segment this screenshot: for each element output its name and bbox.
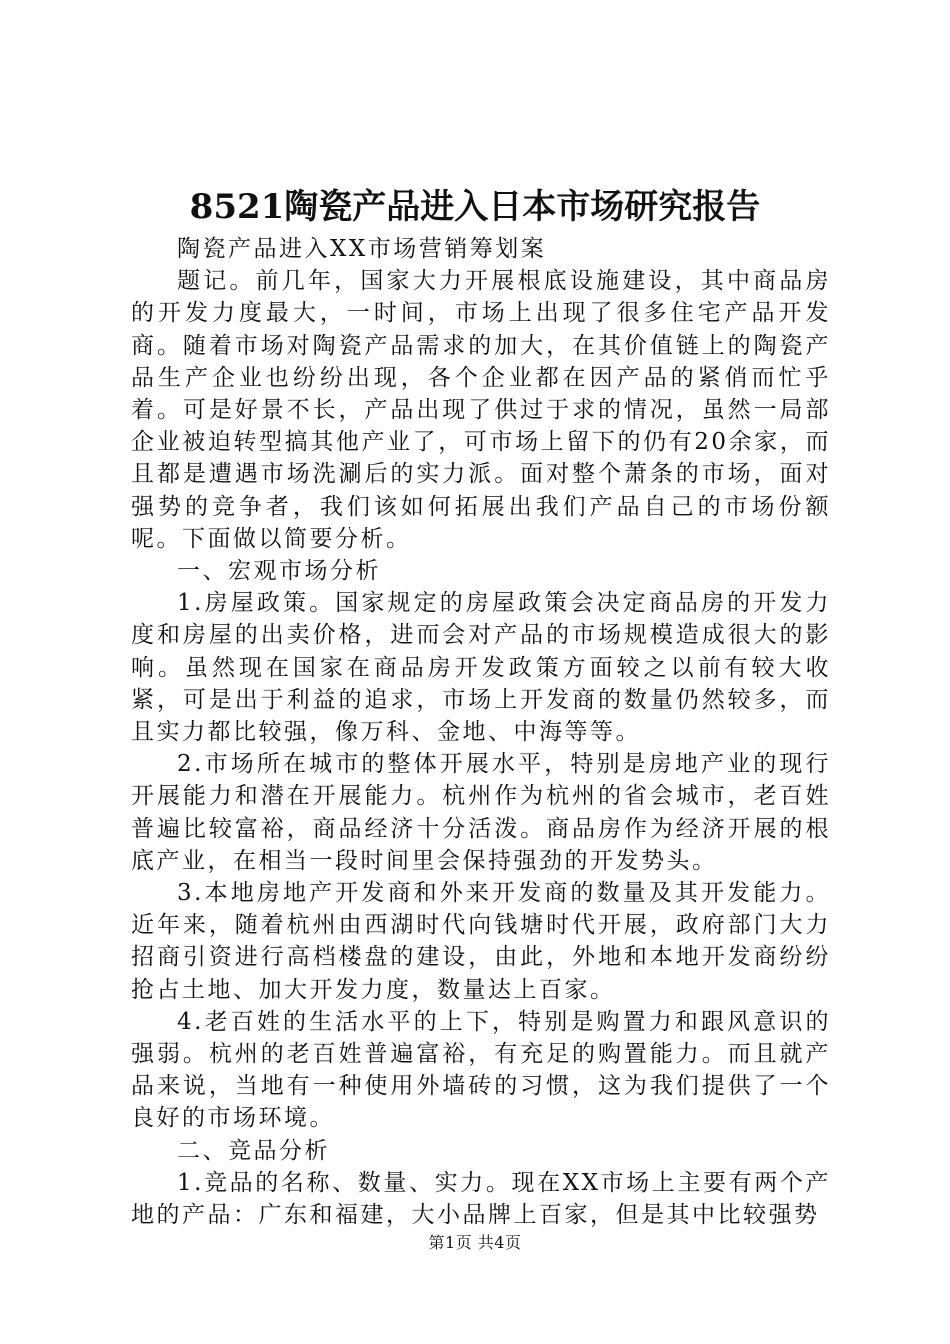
- subtitle-paragraph: 陶瓷产品进入XX市场营销筹划案: [177, 236, 547, 262]
- paragraph-city-development: 2.市场所在城市的整体开展水平，特别是房地产业的现行开展能力和潜在开展能力。杭州作为杭州的省会城市，老百姓普遍比较富裕，商品经济十分活泼。商品房作为经济开展的根底产业，在相当一段时间里会保持强劲的开发势头。: [131, 751, 831, 874]
- paragraph-living-standard: 4.老百姓的生活水平的上下，特别是购置力和跟风意识的强弱。杭州的老百姓普遍富裕，有充足的购置能力。而且就产品来说，当地有一种使用外墙砖的习惯，这为我们提供了一个良好的市场环境。: [131, 1008, 831, 1132]
- paragraph-developers: 3.本地房地产开发商和外来开发商的数量及其开发能力。近年来，随着杭州由西湖时代向钱塘时代开展，政府部门大力招商引资进行高档楼盘的建设，由此，外地和本地开发商纷纷抢占土地、加大开发力度，数量达上百家。: [131, 880, 831, 1003]
- page-number: 第1页 共4页: [428, 1233, 522, 1252]
- section-heading-competitors: 二、竞品分析: [177, 1137, 330, 1164]
- paragraph-housing-policy: 1.房屋政策。国家规定的房屋政策会决定商品房的开发力度和房屋的出卖价格，进而会对产品的市场规模造成很大的影响。虽然现在国家在商品房开发政策方面较之以前有较大收紧，可是出于利益的追求，市场上开发商的数量仍然较多，而且实力都比较强，像万科、金地、中海等等。: [131, 590, 831, 746]
- document-body: [131, 233, 831, 1231]
- intro-paragraph: 题记。前几年，国家大力开展根底设施建设，其中商品房的开发力度最大，一时间，市场上出现了很多住宅产品开发商。随着市场对陶瓷产品需求的加大，在其价值链上的陶瓷产品生产企业也纷纷出现，各个企业都在因产品的紧俏而忙乎着。可是好景不长，产品出现了供过于求的情况，虽然一局部企业被迫转型搞其他产业了，可市场上留下的仍有20余家，而且都是遭遇市场洗涮后的实力派。面对整个萧条的市场，面对强势的竞争者，我们该如何拓展出我们产品自己的市场份额呢。下面做以简要分析。: [131, 268, 831, 552]
- section-heading-macro: 一、宏观市场分析: [177, 558, 381, 585]
- paragraph-competitor-names: 1.竞品的名称、数量、实力。现在XX市场上主要有两个产地的产品：广东和福建，大小品牌上百家，但是其中比较强势: [131, 1169, 831, 1229]
- document-title: 8521陶瓷产品进入日本市场研究报告: [189, 187, 761, 227]
